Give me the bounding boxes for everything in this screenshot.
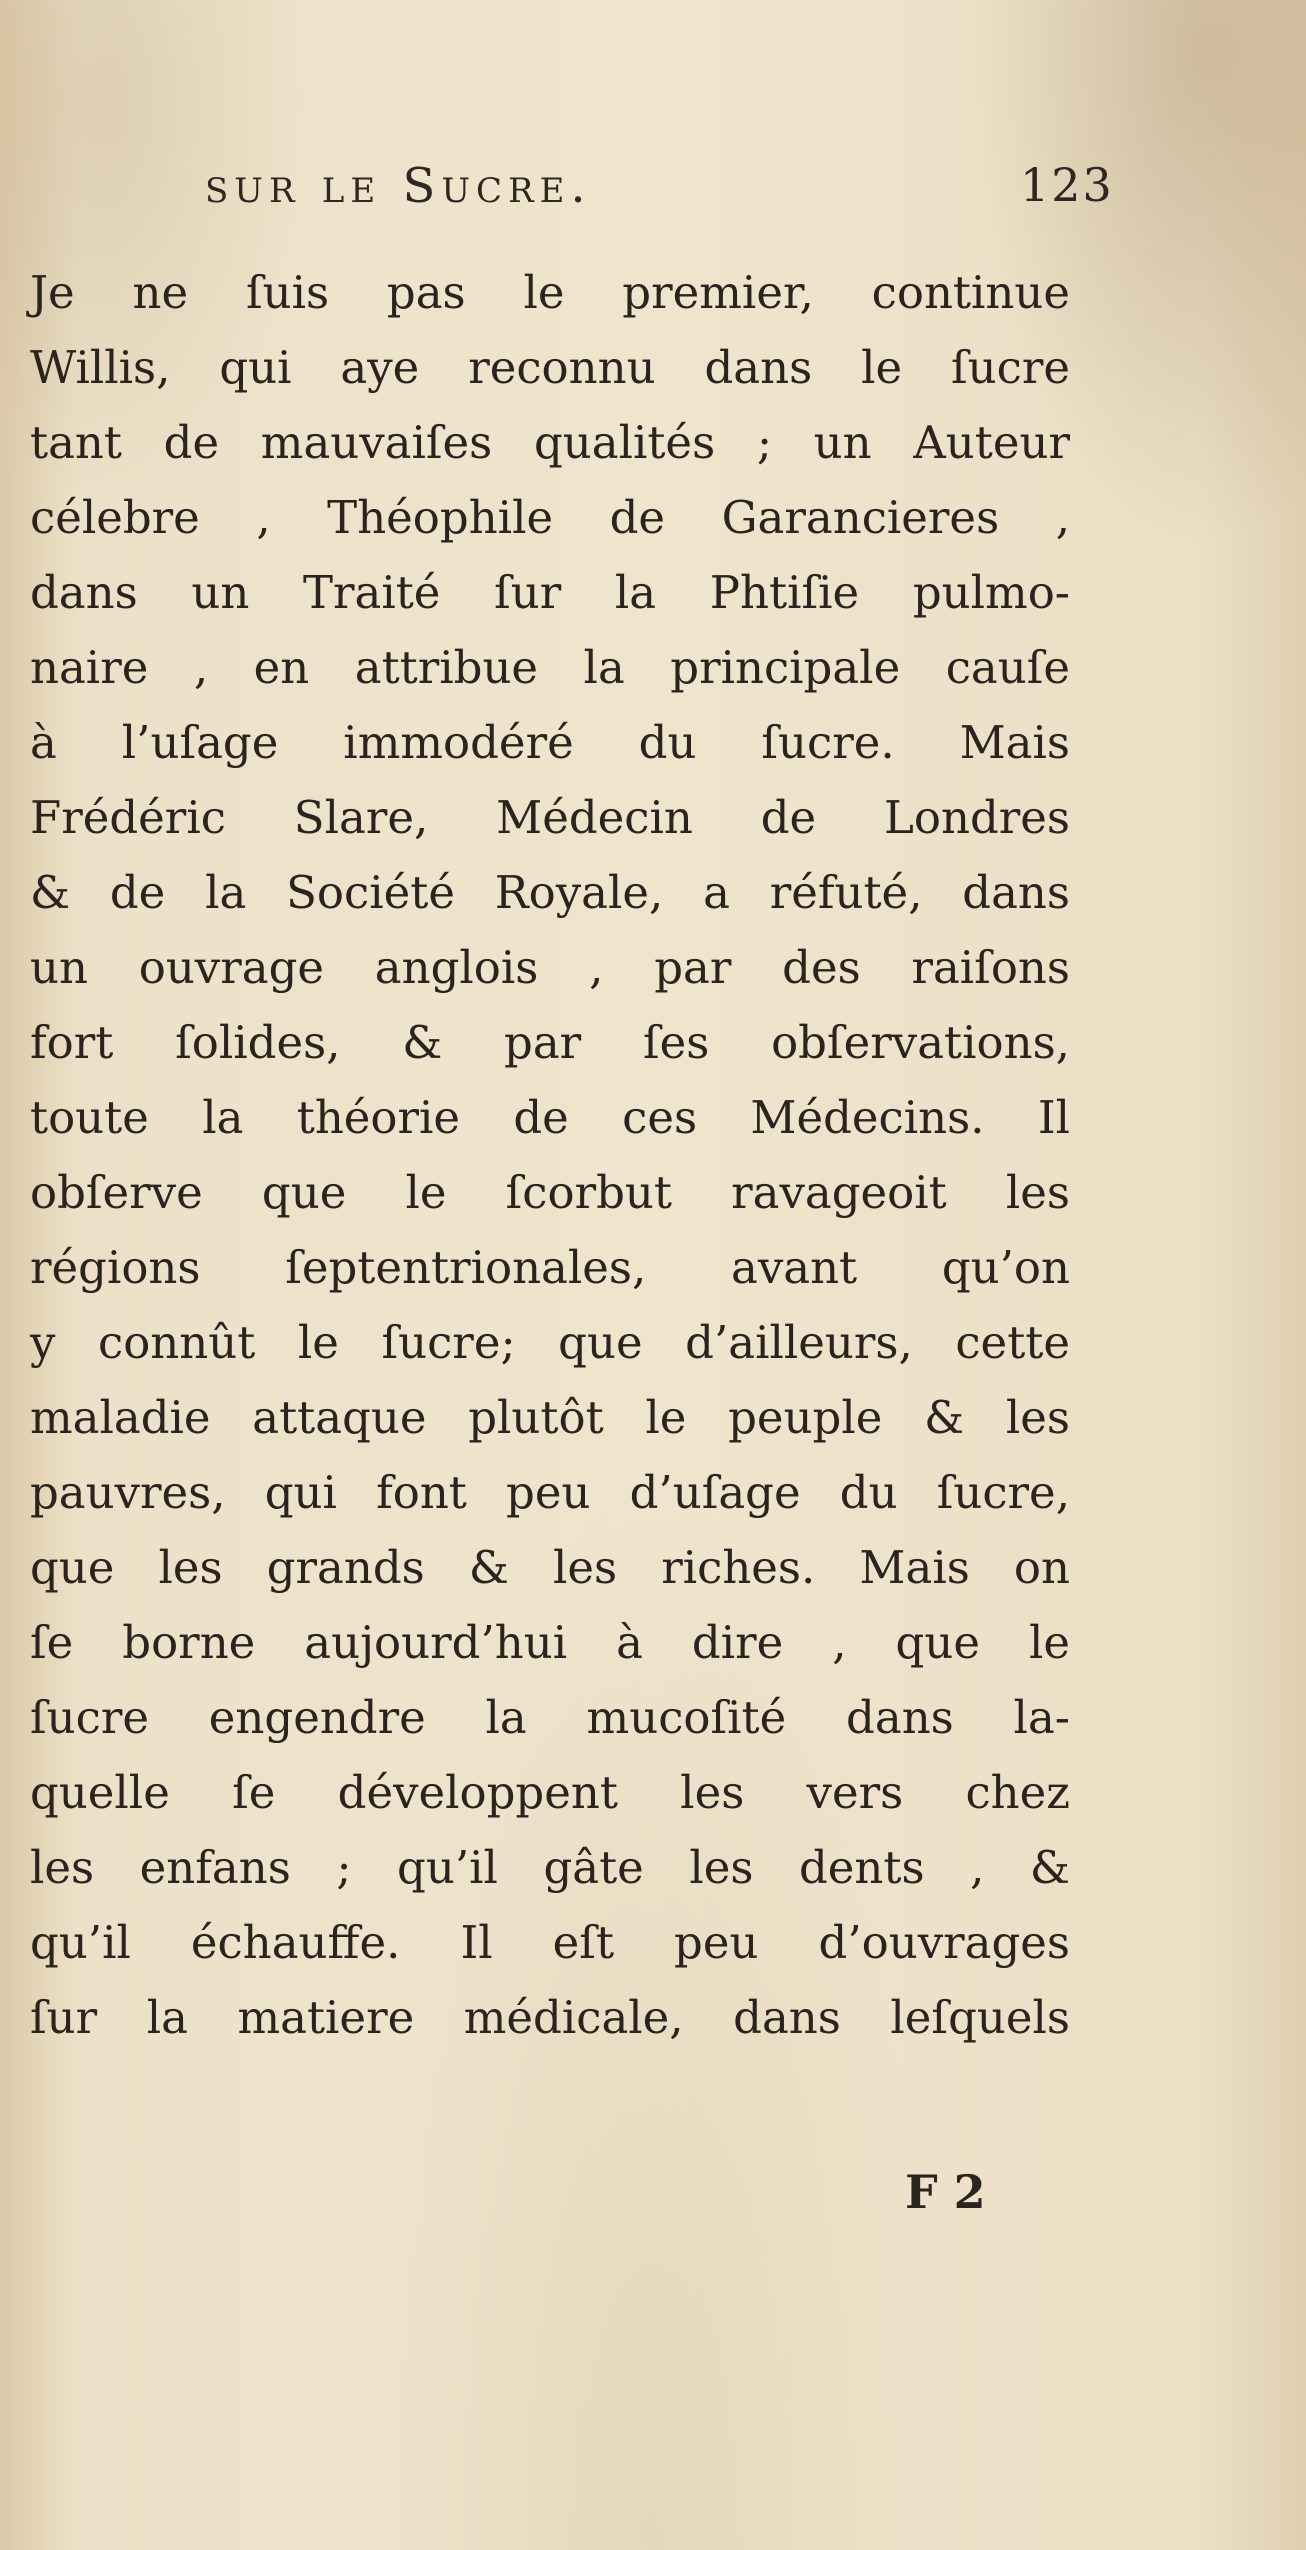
text-line: Je ne ſuis pas le premier, continue [30,266,1070,319]
text-line: ſur la matiere médicale, dans leſquels [30,1991,1070,2044]
text-line: un ouvrage anglois , par des raiſons [30,941,1070,994]
text-line: régions ſeptentrionales, avant qu’on [30,1241,1070,1294]
page-number: 123 [1020,158,1114,212]
text-line: Frédéric Slare, Médecin de Londres [30,791,1070,844]
text-line: fort ſolides, & par ſes obſervations, [30,1016,1070,1069]
text-line: naire , en attribue la principale cauſe [30,641,1070,694]
text-line: qu’il échauffe. Il eſt peu d’ouvrages [30,1916,1070,1969]
text-line: dans un Traité ſur la Phtiſie pulmo- [30,566,1070,619]
text-line: célebre , Théophile de Garancieres , [30,491,1070,544]
text-line: à l’uſage immodéré du ſucre. Mais [30,716,1070,769]
text-line: les enfans ; qu’il gâte les dents , & [30,1841,1070,1894]
text-line: obſerve que le ſcorbut ravageoit les [30,1166,1070,1219]
text-line: ſe borne aujourd’hui à dire , que le [30,1616,1070,1669]
running-title: sur le Sucre. [205,158,592,214]
text-line: maladie attaque plutôt le peuple & les [30,1391,1070,1444]
page-header [0,158,1306,238]
signature-mark: F 2 [905,2165,986,2219]
text-line: toute la théorie de ces Médecins. Il [30,1091,1070,1144]
text-line: quelle ſe développent les vers chez [30,1766,1070,1819]
text-line: y connût le ſucre; que d’ailleurs, cette [30,1316,1070,1369]
text-line: que les grands & les riches. Mais on [30,1541,1070,1594]
body-text [30,255,1070,2055]
text-line: & de la Société Royale, a réfuté, dans [30,866,1070,919]
text-line: ſucre engendre la mucoſité dans la- [30,1691,1070,1744]
text-line: pauvres, qui font peu d’uſage du ſucre, [30,1466,1070,1519]
text-line: Willis, qui aye reconnu dans le ſucre [30,341,1070,394]
text-line: tant de mauvaiſes qualités ; un Auteur [30,416,1070,469]
